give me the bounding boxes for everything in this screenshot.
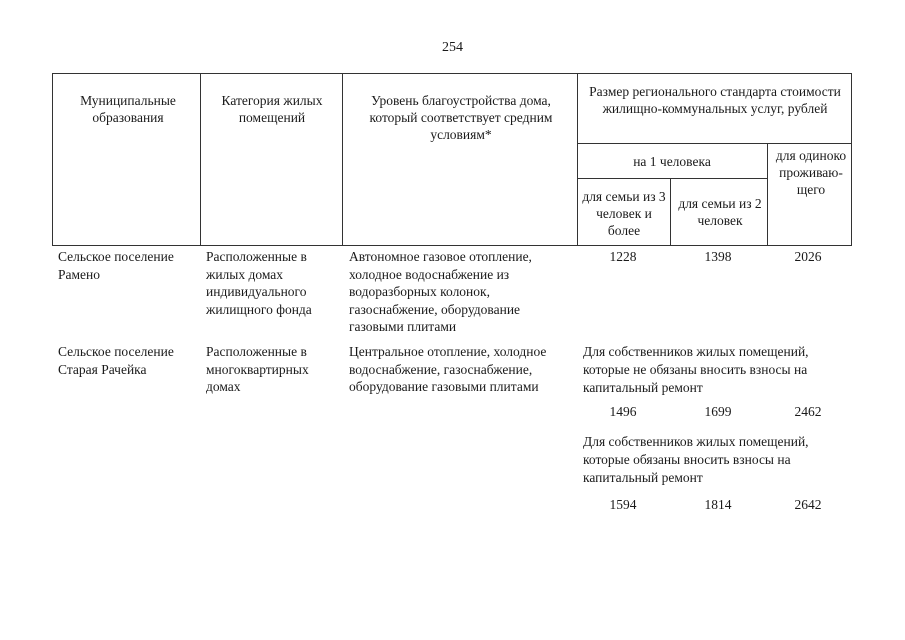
value-family3: 1594 bbox=[609, 497, 637, 512]
value-family2: 1699 bbox=[704, 404, 732, 419]
value-family3: 1228 bbox=[609, 249, 637, 264]
header-standard: Размер регионального стандарта стоимости жилищно-коммунальных услуг, рублей bbox=[589, 84, 841, 116]
page-number: 254 bbox=[442, 40, 463, 55]
header-single: для одиноко проживаю-щего bbox=[775, 148, 847, 197]
header-per-person: на 1 человека bbox=[633, 154, 711, 169]
note-capital-repair: Для собственников жилых помещений, которые обязаны вносить взносы на капитальный ремонт bbox=[583, 434, 809, 485]
divider bbox=[577, 74, 578, 245]
header-family3: для семьи из 3 человек и более bbox=[582, 189, 666, 238]
value-single: 2462 bbox=[794, 404, 822, 419]
divider bbox=[200, 74, 201, 245]
divider bbox=[577, 178, 767, 179]
divider bbox=[342, 74, 343, 245]
header-municipality: Муниципальные образования bbox=[80, 93, 176, 125]
row-amenities: Автономное газовое отопление, холодное водоснабжение из водоразборных колонок, газоснабжение, оборудование газовыми плитами bbox=[349, 249, 532, 334]
value-single: 2642 bbox=[794, 497, 822, 512]
value-single: 2026 bbox=[794, 249, 822, 264]
row-category: Расположенные в многоквартирных домах bbox=[206, 344, 309, 394]
row-amenities: Центральное отопление, холодное водоснабжение, газоснабжение, оборудование газовыми плитами bbox=[349, 344, 547, 394]
header-family2: для семьи из 2 человек bbox=[678, 196, 762, 228]
divider bbox=[670, 178, 671, 245]
table-header bbox=[52, 73, 852, 246]
value-family2: 1814 bbox=[704, 497, 732, 512]
value-family3: 1496 bbox=[609, 404, 637, 419]
header-category: Категория жилых помещений bbox=[221, 93, 323, 125]
value-family2: 1398 bbox=[704, 249, 732, 264]
row-municipality: Сельское поселение Старая Рачейка bbox=[58, 344, 174, 377]
header-amenities: Уровень благоустройства дома, который соответствует средним условиям* bbox=[369, 93, 553, 142]
note-no-capital-repair: Для собственников жилых помещений, которые не обязаны вносить взносы на капитальный ремонт bbox=[583, 344, 809, 395]
divider bbox=[767, 143, 768, 245]
row-municipality: Сельское поселение Рамено bbox=[58, 249, 174, 282]
divider bbox=[577, 143, 851, 144]
row-category: Расположенные в жилых домах индивидуального жилищного фонда bbox=[206, 249, 312, 317]
